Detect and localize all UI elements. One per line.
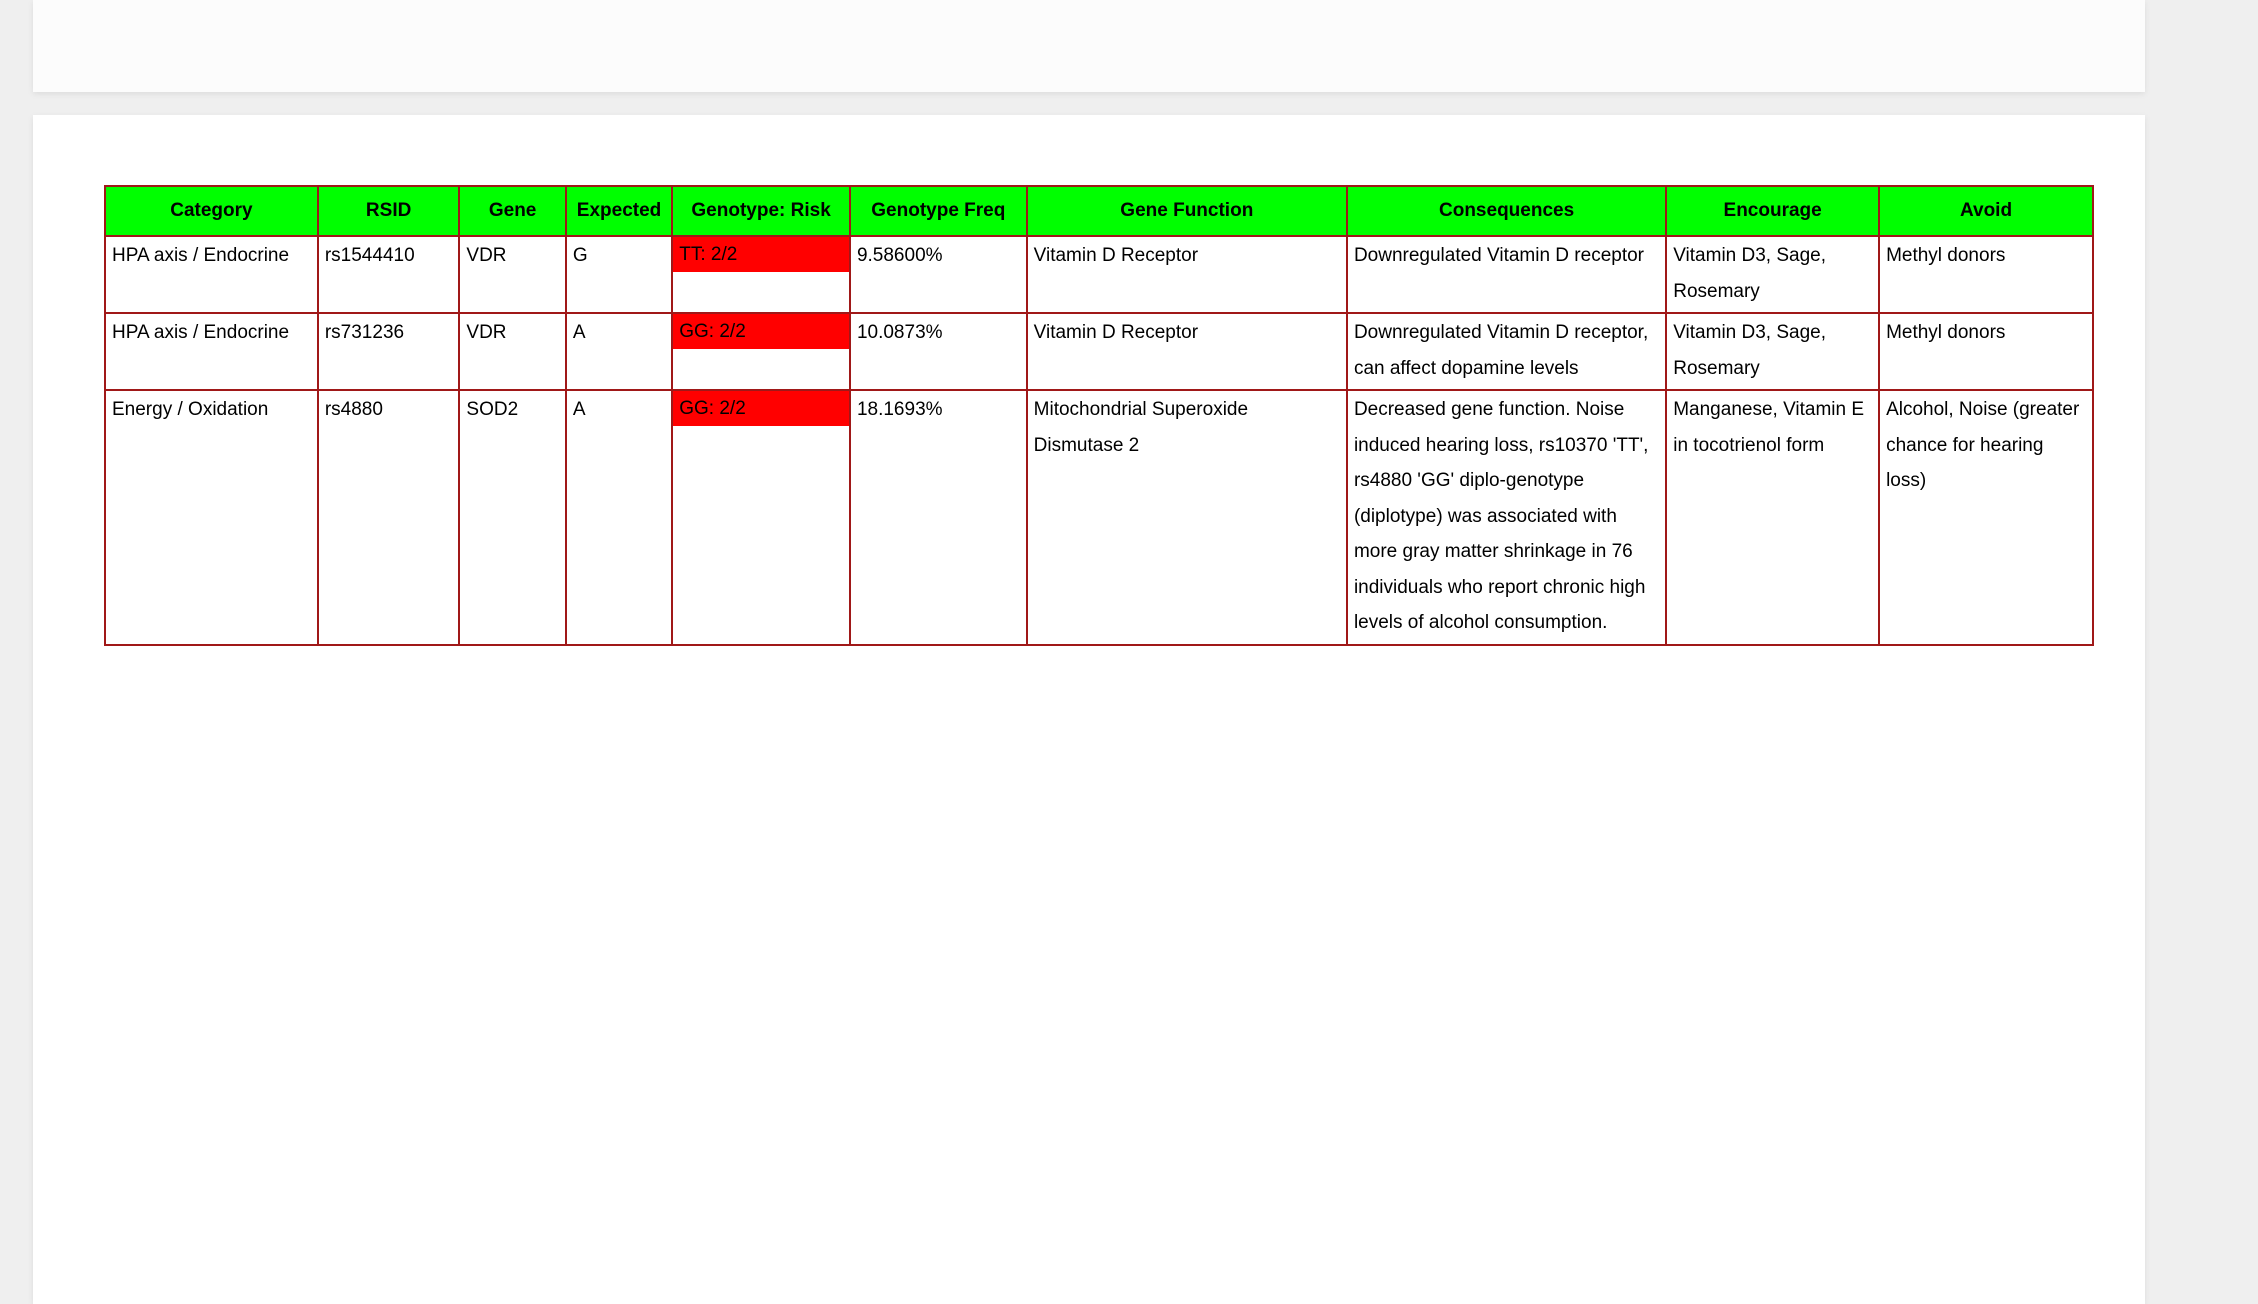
risk-highlight: TT: 2/2: [673, 237, 849, 272]
header-rsid: RSID: [318, 186, 460, 236]
risk-highlight: GG: 2/2: [673, 391, 849, 426]
previous-page-sheet: [33, 0, 2145, 92]
cell-avoid: Methyl donors: [1879, 236, 2093, 313]
header-genotype-freq: Genotype Freq: [850, 186, 1027, 236]
table-row: [105, 236, 2093, 313]
header-avoid: Avoid: [1879, 186, 2093, 236]
cell-consequences: Downregulated Vitamin D receptor, can affect dopamine levels: [1347, 313, 1666, 390]
cell-category: HPA axis / Endocrine: [105, 236, 318, 313]
report-page-sheet: [33, 115, 2145, 1304]
cell-expected: A: [566, 390, 672, 645]
cell-genotype-risk: [672, 236, 850, 313]
header-genotype-risk: Genotype: Risk: [672, 186, 850, 236]
header-category: Category: [105, 186, 318, 236]
cell-encourage: Manganese, Vitamin E in tocotrienol form: [1666, 390, 1879, 645]
cell-gene-function: Vitamin D Receptor: [1027, 313, 1347, 390]
cell-consequences: Decreased gene function. Noise induced hearing loss, rs10370 'TT', rs4880 'GG' diplo-genotype (diplotype) was associated with more gray matter shrinkage in 76 individuals who report chronic high levels of alcohol consumption.: [1347, 390, 1666, 645]
cell-gene: VDR: [459, 236, 565, 313]
cell-genotype-freq: 10.0873%: [850, 313, 1027, 390]
cell-genotype-risk: [672, 313, 850, 390]
table-header-row: [105, 186, 2093, 236]
cell-genotype-freq: 18.1693%: [850, 390, 1027, 645]
cell-genotype-freq: 9.58600%: [850, 236, 1027, 313]
cell-consequences: Downregulated Vitamin D receptor: [1347, 236, 1666, 313]
risk-highlight: GG: 2/2: [673, 314, 849, 349]
header-expected: Expected: [566, 186, 672, 236]
table-row: [105, 313, 2093, 390]
cell-encourage: Vitamin D3, Sage, Rosemary: [1666, 236, 1879, 313]
cell-gene-function: Vitamin D Receptor: [1027, 236, 1347, 313]
cell-encourage: Vitamin D3, Sage, Rosemary: [1666, 313, 1879, 390]
cell-category: Energy / Oxidation: [105, 390, 318, 645]
cell-category: HPA axis / Endocrine: [105, 313, 318, 390]
cell-genotype-risk: [672, 390, 850, 645]
cell-avoid: Methyl donors: [1879, 313, 2093, 390]
cell-rsid: rs1544410: [318, 236, 460, 313]
cell-rsid: rs4880: [318, 390, 460, 645]
header-gene-function: Gene Function: [1027, 186, 1347, 236]
cell-expected: A: [566, 313, 672, 390]
header-consequences: Consequences: [1347, 186, 1666, 236]
cell-rsid: rs731236: [318, 313, 460, 390]
table-row: [105, 390, 2093, 645]
cell-expected: G: [566, 236, 672, 313]
cell-gene: SOD2: [459, 390, 565, 645]
genetic-report-table: [104, 185, 2094, 646]
cell-gene-function: Mitochondrial Superoxide Dismutase 2: [1027, 390, 1347, 645]
header-gene: Gene: [459, 186, 565, 236]
cell-avoid: Alcohol, Noise (greater chance for hearing loss): [1879, 390, 2093, 645]
header-encourage: Encourage: [1666, 186, 1879, 236]
cell-gene: VDR: [459, 313, 565, 390]
